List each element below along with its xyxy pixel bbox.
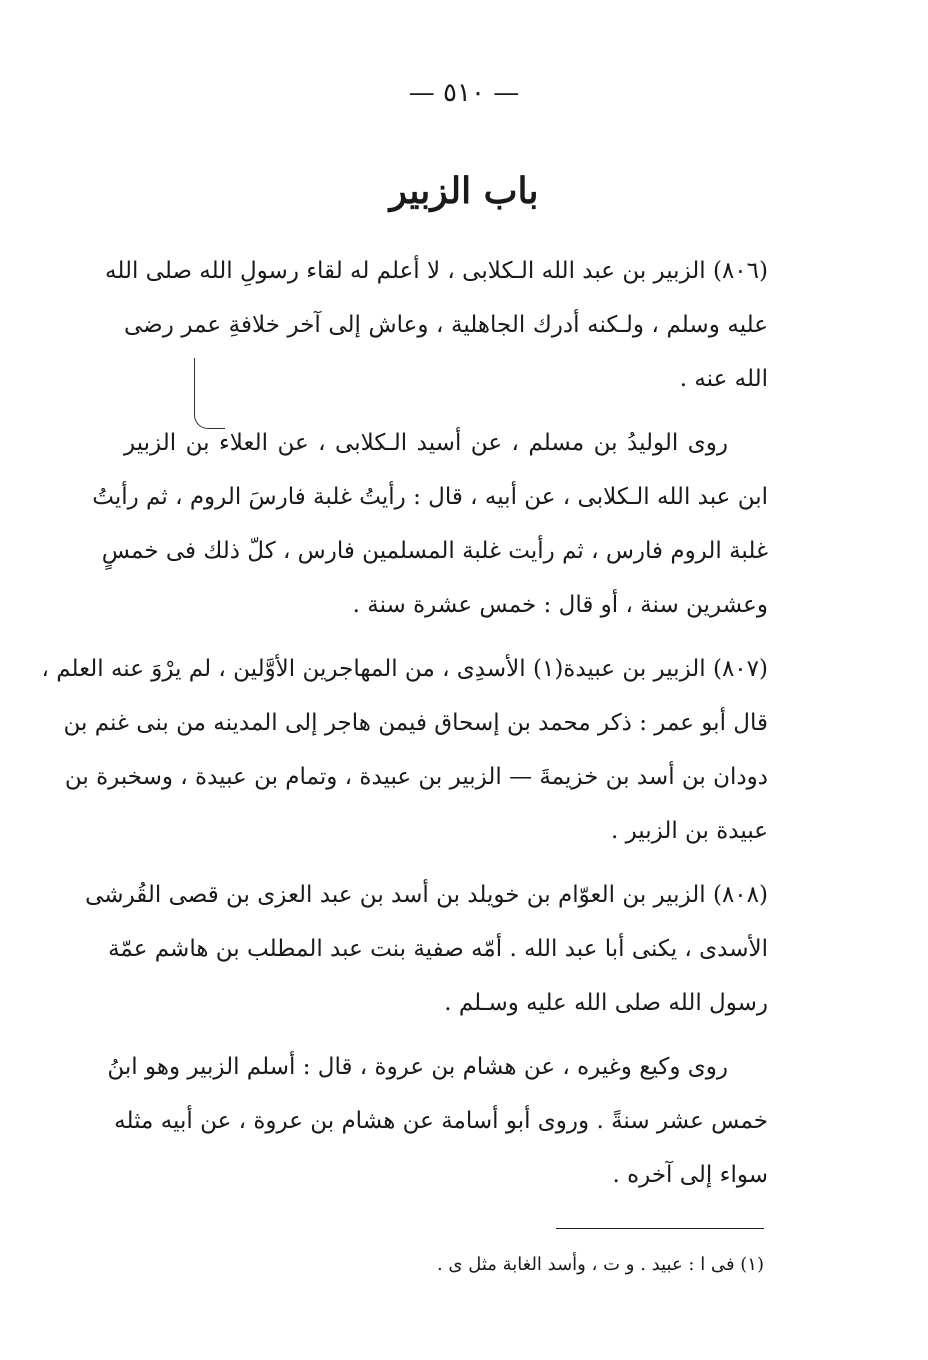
text-line: ابن عبد الله الـكلابى ، عن أبيه ، قال : رأيتُ غلبة فارسَ الروم ، ثم رأيتُ xyxy=(92,484,768,510)
text-line: روى وكيع وغيره ، عن هشام بن عروة ، قال : أسلم الزبير وهو ابنُ xyxy=(107,1054,728,1080)
footnote-divider xyxy=(556,1228,764,1229)
text-line: وعشرين سنة ، أو قال : خمس عشرة سنة . xyxy=(352,592,768,618)
text-line: عبيدة بن الزبير . xyxy=(610,818,768,844)
text-line: روى الوليدُ بن مسلم ، عن أسيد الـكلابى ، عن العلاء بن الزبير xyxy=(124,430,728,456)
text-line: (٨٠٨) الزبير بن العوّام بن خويلد بن أسد بن عبد العزى بن قصى القُرشى xyxy=(85,882,768,908)
text-line: رسول الله صلى الله عليه وسـلم . xyxy=(444,990,768,1016)
text-line: الأسدى ، يكنى أبا عبد الله . أمّه صفية بنت عبد المطلب بن هاشم عمّة xyxy=(108,936,768,962)
text-line: (٨٠٧) الزبير بن عبيدة(١) الأسدِى ، من المهاجرين الأوَّلين ، لم يرْوَ عنه العلم ، xyxy=(41,656,768,682)
entry-808 xyxy=(85,868,768,1030)
text-line: قال أبو عمر : ذكر محمد بن إسحاق فيمن هاجر إلى المدينه من بنى غنم بن xyxy=(63,710,768,736)
entry-807 xyxy=(41,642,768,858)
narration-808 xyxy=(107,1040,768,1202)
chapter-title: باب الزبير xyxy=(389,170,539,212)
footnote: (١) فى ا : عبيد . و ت ، وأسد الغابة مثل ى . xyxy=(436,1254,764,1275)
text-line: الله عنه . xyxy=(679,366,768,392)
text-line: غلبة الروم فارس ، ثم رأيت غلبة المسلمين فارس ، كلّ ذلك فى خمسٍ xyxy=(101,538,768,564)
handwritten-bracket-mark xyxy=(194,358,225,429)
text-line: (٨٠٦) الزبير بن عبد الله الـكلابى ، لا أعلم له لقاء رسولِ الله صلى الله xyxy=(105,258,768,284)
text-line: عليه وسلم ، ولـكنه أدرك الجاهلية ، وعاش إلى آخر خلافةِ عمر رضى xyxy=(124,312,768,338)
narration-806 xyxy=(92,416,768,632)
text-line: سواء إلى آخره . xyxy=(612,1162,768,1188)
page-number: — ٥١٠ — xyxy=(408,78,520,108)
text-line: دودان بن أسد بن خزيمةَ — الزبير بن عبيدة ، وتمام بن عبيدة ، وسخبرة بن xyxy=(64,764,768,790)
text-line: خمس عشر سنةً . وروى أبو أسامة عن هشام بن عروة ، عن أبيه مثله xyxy=(114,1108,768,1134)
